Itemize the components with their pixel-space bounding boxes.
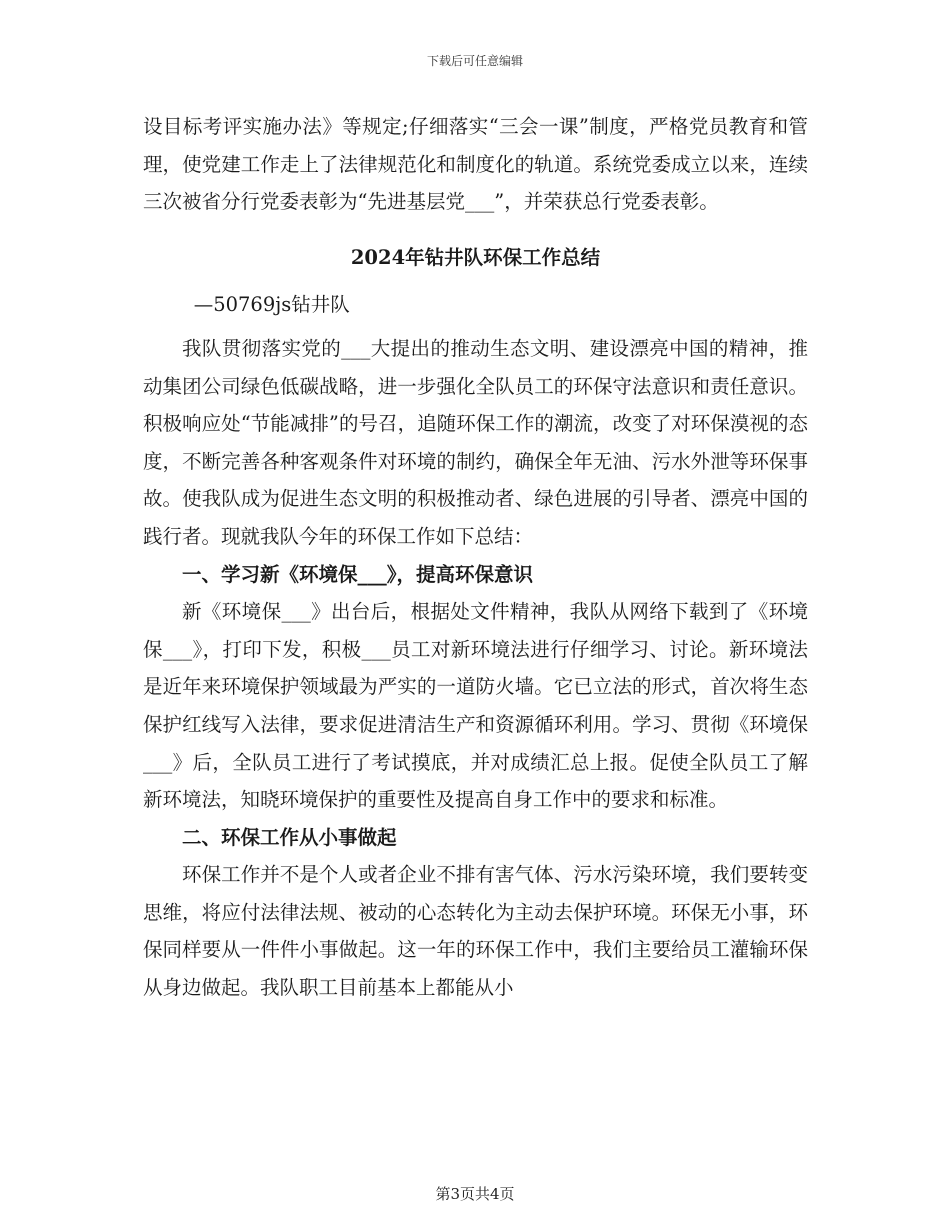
- document-body: [143, 108, 808, 1007]
- document-subtitle: —50769js钻井队: [193, 293, 350, 317]
- section-heading-2: 二、环保工作从小事做起: [182, 825, 397, 849]
- continued-paragraph: 设目标考评实施办法》等规定;仔细落实“三会一课”制度，严格党员教育和管理，使党建工作走上了法律规范化和制度化的轨道。系统党委成立以来，连续三次被省分行党委表彰为“先进基层党___”，并荣获总行党委表彰。: [143, 115, 808, 214]
- paragraph-intro: 我队贯彻落实党的___大提出的推动生态文明、建设漂亮中国的精神，推动集团公司绿色低碳战略，进一步强化全队员工的环保守法意识和责任意识。积极响应处“节能减排”的号召，追随环保工作的潮流，改变了对环保漠视的态度，不断完善各种客观条件对环境的制约，确保全年无油、污水外泄等环保事故。使我队成为促进生态文明的积极推动者、绿色进展的引导者、漂亮中国的践行者。现就我队今年的环保工作如下总结：: [143, 336, 808, 548]
- paragraph-section-2: 环保工作并不是个人或者企业不排有害气体、污水污染环境，我们要转变思维，将应付法律法规、被动的心态转化为主动去保护环境。环保无小事，环保同样要从一件件小事做起。这一年的环保工作中，我们主要给员工灌输环保从身边做起。我队职工目前基本上都能从小: [143, 863, 808, 1000]
- section-heading-1: 一、学习新《环境保___》，提高环保意识: [182, 562, 534, 586]
- document-title: 2024年钻井队环保工作总结: [350, 245, 601, 269]
- paragraph-section-1: 新《环境保___》出台后，根据处文件精神，我队从网络下载到了《环境保___》，打印下发，积极___员工对新环境法进行仔细学习、讨论。新环境法是近年来环境保护领域最为严实的一道防火墙。它已立法的形式，首次将生态保护红线写入法律，要求促进清洁生产和资源循环利用。学习、贯彻《环境保___》后，全队员工进行了考试摸底，并对成绩汇总上报。促使全队员工了解新环境法，知晓环境保护的重要性及提高自身工作中的要求和标准。: [143, 600, 808, 812]
- page-header: 下载后可任意编辑: [426, 54, 523, 68]
- page-footer: 第3页共4页: [435, 1185, 515, 1203]
